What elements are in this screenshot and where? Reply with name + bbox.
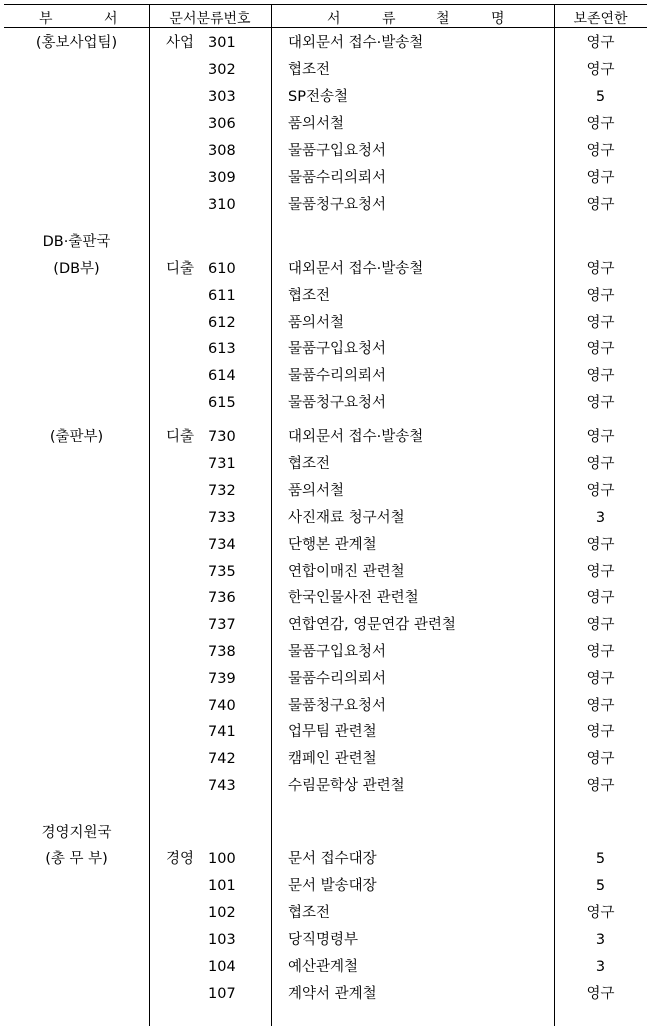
- title-cell: 계약서 관계철: [288, 986, 377, 1002]
- department-cell: (홍보사업팀): [35, 35, 118, 51]
- header-department-char: 부: [39, 11, 53, 27]
- table-top-border: [4, 4, 647, 5]
- retention-cell: 3: [595, 959, 606, 975]
- number-cell: 611: [208, 288, 236, 304]
- header-title-char: 서: [327, 11, 341, 27]
- table-row: [4, 983, 647, 1005]
- number-cell: 100: [208, 851, 236, 867]
- title-cell: 수림문학상 관련철: [288, 778, 405, 794]
- number-cell: 614: [208, 368, 236, 384]
- title-cell: 대외문서 접수·발송철: [288, 35, 424, 51]
- number-cell: 738: [208, 644, 236, 660]
- table-row: [4, 561, 647, 583]
- title-cell: 물품구입요청서: [288, 143, 387, 159]
- number-cell: 301: [208, 35, 236, 51]
- table-row: [4, 875, 647, 897]
- department-cell: DB·출판국: [42, 234, 111, 250]
- header-department: [4, 8, 149, 31]
- number-cell: 613: [208, 341, 236, 357]
- category-cell: 디출: [166, 429, 195, 445]
- retention-cell: 영구: [586, 35, 615, 51]
- title-cell: 품의서철: [288, 315, 345, 331]
- retention-cell: 5: [595, 89, 606, 105]
- retention-cell: 영구: [586, 483, 615, 499]
- title-cell: 문서 발송대장: [288, 878, 377, 894]
- table-row: [4, 140, 647, 162]
- number-cell: 612: [208, 315, 236, 331]
- number-cell: 736: [208, 590, 236, 606]
- retention-cell: 영구: [586, 429, 615, 445]
- retention-cell: 영구: [586, 170, 615, 186]
- table-row: [4, 32, 647, 54]
- table-row: [4, 507, 647, 529]
- retention-cell: 영구: [586, 62, 615, 78]
- number-cell: 302: [208, 62, 236, 78]
- table-row: [4, 748, 647, 770]
- title-cell: 업무팀 관련철: [288, 724, 377, 740]
- header-title-char: 명: [491, 11, 505, 27]
- title-cell: 대외문서 접수·발송철: [288, 261, 424, 277]
- number-cell: 615: [208, 395, 236, 411]
- table-row: [4, 587, 647, 609]
- retention-cell: 영구: [586, 644, 615, 660]
- title-cell: 단행본 관계철: [288, 537, 377, 553]
- table-row: [4, 231, 647, 253]
- table-row: [4, 338, 647, 360]
- retention-cell: 영구: [586, 261, 615, 277]
- title-cell: 협조전: [288, 288, 331, 304]
- table-row: [4, 695, 647, 717]
- number-cell: 303: [208, 89, 236, 105]
- title-cell: 물품수리의뢰서: [288, 368, 387, 384]
- number-cell: 103: [208, 932, 236, 948]
- department-cell: (총 무 부): [45, 851, 108, 867]
- title-cell: 문서 접수대장: [288, 851, 377, 867]
- table-row: [4, 365, 647, 387]
- number-cell: 104: [208, 959, 236, 975]
- title-cell: 물품구입요청서: [288, 644, 387, 660]
- number-cell: 737: [208, 617, 236, 633]
- retention-cell: 3: [595, 932, 606, 948]
- table-row: [4, 480, 647, 502]
- retention-cell: 5: [595, 851, 606, 867]
- number-cell: 733: [208, 510, 236, 526]
- retention-cell: 영구: [586, 617, 615, 633]
- table-row: [4, 453, 647, 475]
- title-cell: 캠페인 관련철: [288, 751, 377, 767]
- table-row: [4, 258, 647, 280]
- number-cell: 306: [208, 116, 236, 132]
- title-cell: 물품수리의뢰서: [288, 671, 387, 687]
- retention-cell: 영구: [586, 456, 615, 472]
- retention-cell: 영구: [586, 537, 615, 553]
- retention-cell: 영구: [586, 698, 615, 714]
- number-cell: 102: [208, 905, 236, 921]
- number-cell: 742: [208, 751, 236, 767]
- title-cell: 대외문서 접수·발송철: [288, 429, 424, 445]
- retention-cell: 영구: [586, 590, 615, 606]
- table-row: [4, 668, 647, 690]
- table-row: [4, 902, 647, 924]
- title-cell: 한국인물사전 관련철: [288, 590, 419, 606]
- table-row: [4, 775, 647, 797]
- number-cell: 309: [208, 170, 236, 186]
- retention-cell: 영구: [586, 671, 615, 687]
- retention-cell: 영구: [586, 315, 615, 331]
- title-cell: 사진재료 청구서철: [288, 510, 405, 526]
- retention-cell: 영구: [586, 197, 615, 213]
- table-row: [4, 426, 647, 448]
- retention-cell: 영구: [586, 395, 615, 411]
- header-title-char: 철: [436, 11, 450, 27]
- table-row: [4, 929, 647, 951]
- table-row: [4, 641, 647, 663]
- retention-cell: 5: [595, 878, 606, 894]
- retention-cell: 영구: [586, 986, 615, 1002]
- number-cell: 310: [208, 197, 236, 213]
- number-cell: 732: [208, 483, 236, 499]
- title-cell: 당직명령부: [288, 932, 359, 948]
- table-row: [4, 721, 647, 743]
- title-cell: 물품수리의뢰서: [288, 170, 387, 186]
- number-cell: 739: [208, 671, 236, 687]
- table-row: [4, 392, 647, 414]
- retention-cell: 영구: [586, 564, 615, 580]
- title-cell: 협조전: [288, 62, 331, 78]
- department-cell: (DB부): [53, 261, 100, 277]
- category-cell: 디출: [166, 261, 195, 277]
- retention-cell: 영구: [586, 778, 615, 794]
- retention-cell: 영구: [586, 288, 615, 304]
- number-cell: 735: [208, 564, 236, 580]
- retention-cell: 영구: [586, 905, 615, 921]
- retention-cell: 영구: [586, 724, 615, 740]
- category-cell: 경영: [166, 851, 195, 867]
- retention-cell: 영구: [586, 368, 615, 384]
- header-title: [271, 8, 554, 31]
- title-cell: 물품청구요청서: [288, 395, 387, 411]
- title-cell: 연합이매진 관련철: [288, 564, 405, 580]
- title-cell: 품의서철: [288, 483, 345, 499]
- title-cell: 물품청구요청서: [288, 197, 387, 213]
- department-cell: (출판부): [49, 429, 104, 445]
- number-cell: 308: [208, 143, 236, 159]
- number-cell: 740: [208, 698, 236, 714]
- title-cell: 협조전: [288, 905, 331, 921]
- table-row: [4, 194, 647, 216]
- header-classification: 문서분류번호: [169, 11, 251, 27]
- retention-cell: 영구: [586, 751, 615, 767]
- table-row: [4, 285, 647, 307]
- title-cell: 물품구입요청서: [288, 341, 387, 357]
- header-retention: 보존연한: [573, 11, 628, 27]
- retention-cell: 영구: [586, 341, 615, 357]
- retention-cell: 영구: [586, 116, 615, 132]
- records-table: [4, 4, 647, 1026]
- title-cell: 연합연감, 영문연감 관련철: [288, 617, 456, 633]
- table-row: [4, 822, 647, 844]
- number-cell: 743: [208, 778, 236, 794]
- table-row: [4, 167, 647, 189]
- table-row: [4, 86, 647, 108]
- header-title-char: 류: [382, 11, 396, 27]
- category-cell: 사업: [166, 35, 195, 51]
- retention-cell: 영구: [586, 143, 615, 159]
- number-cell: 101: [208, 878, 236, 894]
- table-row: [4, 848, 647, 870]
- title-cell: 협조전: [288, 456, 331, 472]
- number-cell: 731: [208, 456, 236, 472]
- number-cell: 734: [208, 537, 236, 553]
- title-cell: 예산관계철: [288, 959, 359, 975]
- title-cell: 물품청구요청서: [288, 698, 387, 714]
- department-cell: 경영지원국: [41, 825, 112, 841]
- retention-cell: 3: [595, 510, 606, 526]
- number-cell: 610: [208, 261, 236, 277]
- header-department-char: 서: [104, 11, 118, 27]
- number-cell: 741: [208, 724, 236, 740]
- title-cell: 품의서철: [288, 116, 345, 132]
- title-cell: SP전송철: [288, 89, 348, 105]
- number-cell: 107: [208, 986, 236, 1002]
- table-row: [4, 534, 647, 556]
- table-row: [4, 614, 647, 636]
- table-row: [4, 59, 647, 81]
- table-row: [4, 312, 647, 334]
- number-cell: 730: [208, 429, 236, 445]
- table-row: [4, 956, 647, 978]
- table-row: [4, 113, 647, 135]
